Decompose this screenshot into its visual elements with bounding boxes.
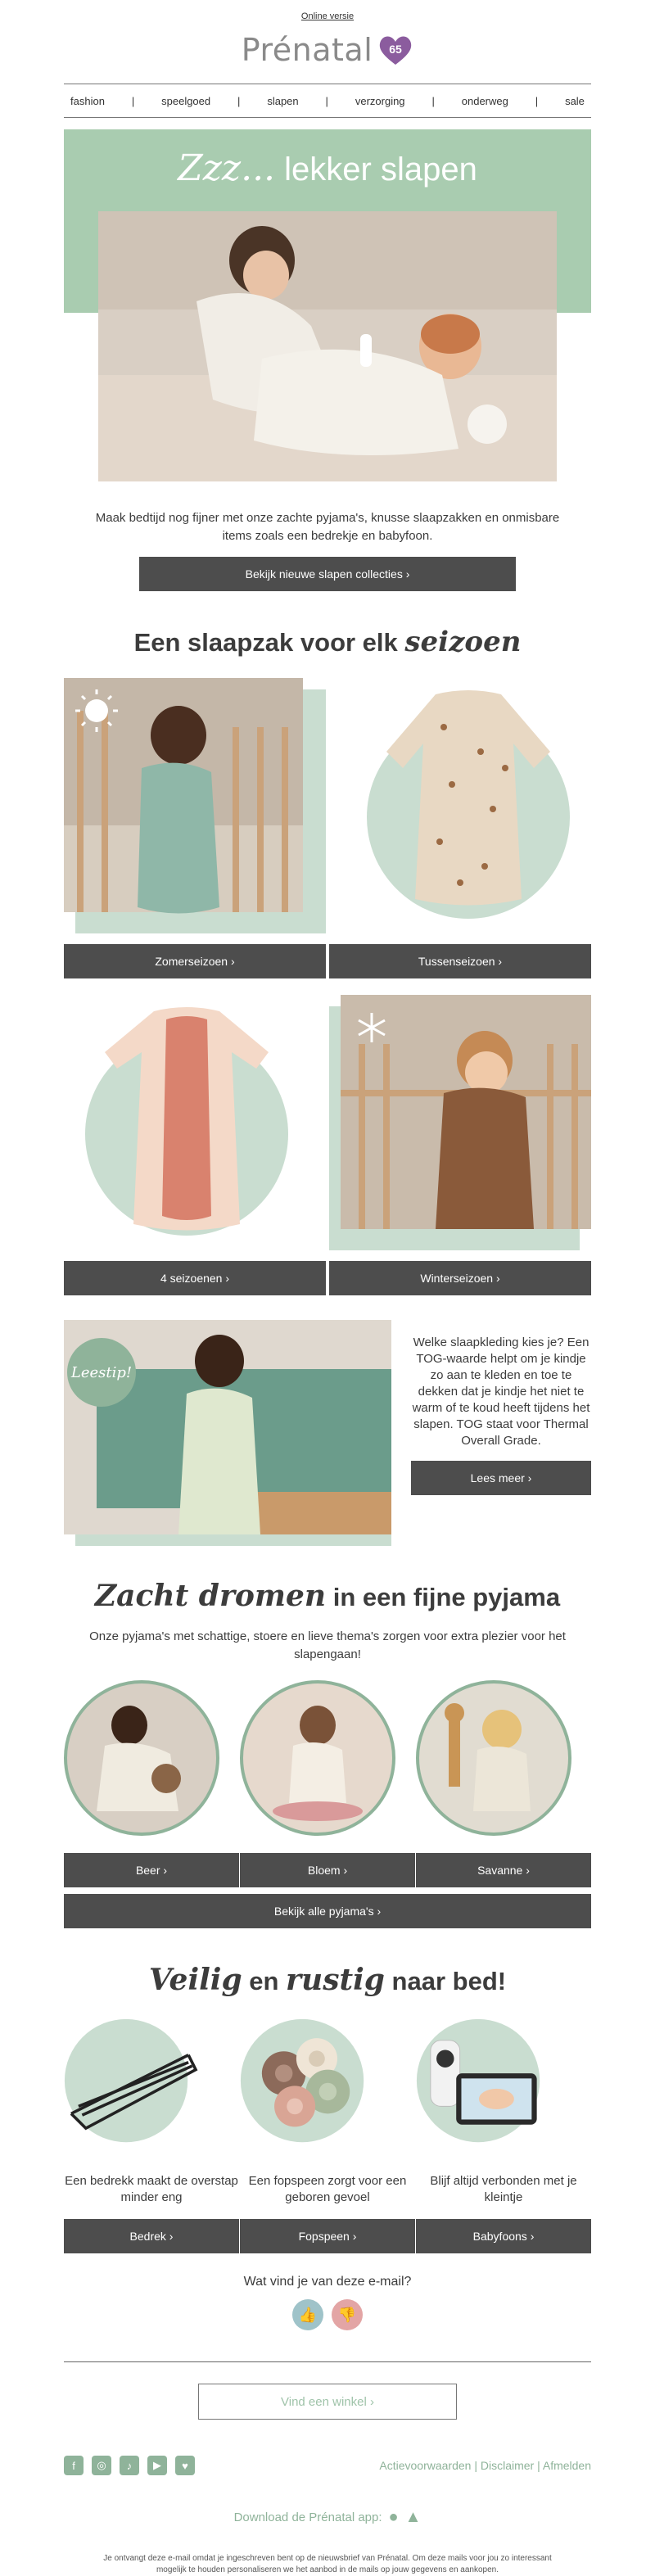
babyphone-button[interactable]: Babyfoons › — [416, 2219, 591, 2253]
summer-season-button[interactable]: Zomerseizoen › — [64, 944, 326, 978]
heart-icon[interactable]: ♥ — [175, 2456, 195, 2475]
feedback-buttons — [0, 2299, 655, 2330]
four-season-sleepbag-photo[interactable] — [64, 995, 326, 1250]
nav-item-verzorging[interactable]: verzorging — [355, 94, 405, 107]
tiktok-icon[interactable]: ♪ — [120, 2456, 139, 2475]
transition-sleepbag-photo[interactable] — [329, 678, 591, 933]
app-download-text: Download de Prénatal app: — [233, 2510, 382, 2524]
bear-pyjama-photo[interactable] — [64, 1680, 219, 1836]
main-nav: fashion | speelgoed | slapen | verzorging | onderweg | sale — [64, 84, 591, 118]
footer-links[interactable]: Actievoorwaarden | Disclaimer | Afmelden — [379, 2459, 591, 2472]
summer-sleepbag-photo[interactable] — [64, 678, 326, 933]
nav-item-fashion[interactable]: fashion — [70, 94, 105, 107]
sleepbag-heading: Een slaapzak voor elk seizoen — [133, 626, 522, 658]
nav-item-onderweg[interactable]: onderweg — [461, 94, 508, 107]
hero-photo-sleeping-kids — [98, 211, 557, 481]
bed-rail-text: Een bedrekk maakt de overstap minder eng — [65, 2174, 238, 2204]
pacifier-button[interactable]: Fopspeen › — [240, 2219, 415, 2253]
hero-intro-text: Maak bedtijd nog fijner met onze zachte pyjama's, knusse slaapzakken en onmisbare items zoals een bedrekje en babyfoon. — [95, 511, 560, 543]
sleepbag-grid-row-2 — [64, 995, 591, 1295]
nav-item-speelgoed[interactable]: speelgoed — [161, 94, 211, 107]
hero-banner[interactable] — [64, 129, 591, 490]
feedback-question: Wat vind je van deze e-mail? — [243, 2275, 412, 2289]
apple-icon[interactable]: ● — [388, 2508, 399, 2526]
nav-item-slapen[interactable]: slapen — [267, 94, 299, 107]
safe-sleep-heading: Veilig en rustig naar bed! — [148, 1963, 507, 1997]
hero-title: Zzz... lekker slapen — [178, 147, 477, 189]
safe-sleep-products — [64, 2018, 591, 2253]
youtube-icon[interactable]: ▶ — [147, 2456, 167, 2475]
bed-rail-photo[interactable] — [64, 2018, 203, 2158]
view-sleep-collections-button[interactable]: Bekijk nieuwe slapen collecties › — [139, 557, 516, 591]
find-store-button[interactable]: Vind een winkel › — [198, 2384, 457, 2420]
thumbs-down-icon[interactable]: 👎 — [332, 2299, 363, 2330]
online-version-link[interactable]: Online versie — [300, 11, 355, 21]
babyphone-text: Blijf altijd verbonden met je kleintje — [430, 2174, 577, 2204]
prenatal-logo[interactable] — [0, 25, 655, 75]
flower-theme-button[interactable]: Bloem › — [240, 1853, 415, 1887]
four-seasons-button[interactable]: 4 seizoenen › — [64, 1261, 326, 1295]
leestip-badge: Leestip! — [70, 1364, 133, 1381]
social-links — [64, 2456, 195, 2475]
tog-tip-section — [64, 1320, 591, 1546]
tog-tip-text: Welke slaapkleding kies je? Een TOG-waarde helpt om je kindje zo aan te kleden en toe te dekken dat je kindje het niet te warm of te koud heeft tijdens het slapen. TOG staat voor Thermal Overall Grade. — [412, 1335, 590, 1448]
pacifier-photo[interactable] — [240, 2018, 379, 2158]
logo-text: Prénatal — [241, 32, 373, 68]
winter-sleepbag-photo[interactable] — [329, 995, 591, 1250]
tog-tip-photo[interactable] — [64, 1320, 391, 1546]
transition-season-button[interactable]: Tussenseizoen › — [329, 944, 591, 978]
facebook-icon[interactable]: f — [64, 2456, 84, 2475]
view-all-pyjamas-button[interactable]: Bekijk alle pyjama's › — [64, 1894, 591, 1928]
flower-pyjama-photo[interactable] — [240, 1680, 395, 1836]
pyjama-heading: Zacht dromen in een fijne pyjama — [94, 1579, 561, 1613]
legal-text: Je ontvangt deze e-mail omdat je ingeschreven bent op de nieuwsbrief van Prénatal. Om deze mails voor jou zo interessant mogelijk te houden personaliseren we het aanbod in de mails op jouw gegevens en aankopen. — [103, 2554, 552, 2574]
pacifier-text: Een fopspeen zorgt voor een geboren gevoel — [248, 2174, 407, 2204]
sleepbag-grid-row-1 — [64, 678, 591, 978]
app-download — [0, 2508, 655, 2527]
nav-item-sale[interactable]: sale — [565, 94, 585, 107]
android-icon[interactable]: ▲ — [404, 2508, 422, 2526]
thumbs-up-icon[interactable]: 👍 — [292, 2299, 323, 2330]
bed-rail-button[interactable]: Bedrek › — [64, 2219, 239, 2253]
savanna-theme-button[interactable]: Savanne › — [416, 1853, 591, 1887]
logo-badge: 65 — [389, 43, 403, 56]
bear-theme-button[interactable]: Beer › — [64, 1853, 239, 1887]
winter-season-button[interactable]: Winterseizoen › — [329, 1261, 591, 1295]
footer-row — [64, 2456, 591, 2475]
babyphone-photo[interactable] — [416, 2018, 555, 2158]
savanna-pyjama-photo[interactable] — [416, 1680, 571, 1836]
pyjama-themes — [64, 1680, 591, 1887]
heart-65-icon — [377, 34, 413, 66]
instagram-icon[interactable]: ◎ — [92, 2456, 111, 2475]
pyjama-subtext: Onze pyjama's met schattige, stoere en lieve thema's zorgen voor extra plezier voor het slapengaan! — [89, 1629, 566, 1661]
read-more-button[interactable]: Lees meer › — [411, 1461, 591, 1495]
footer-divider — [64, 2361, 591, 2362]
